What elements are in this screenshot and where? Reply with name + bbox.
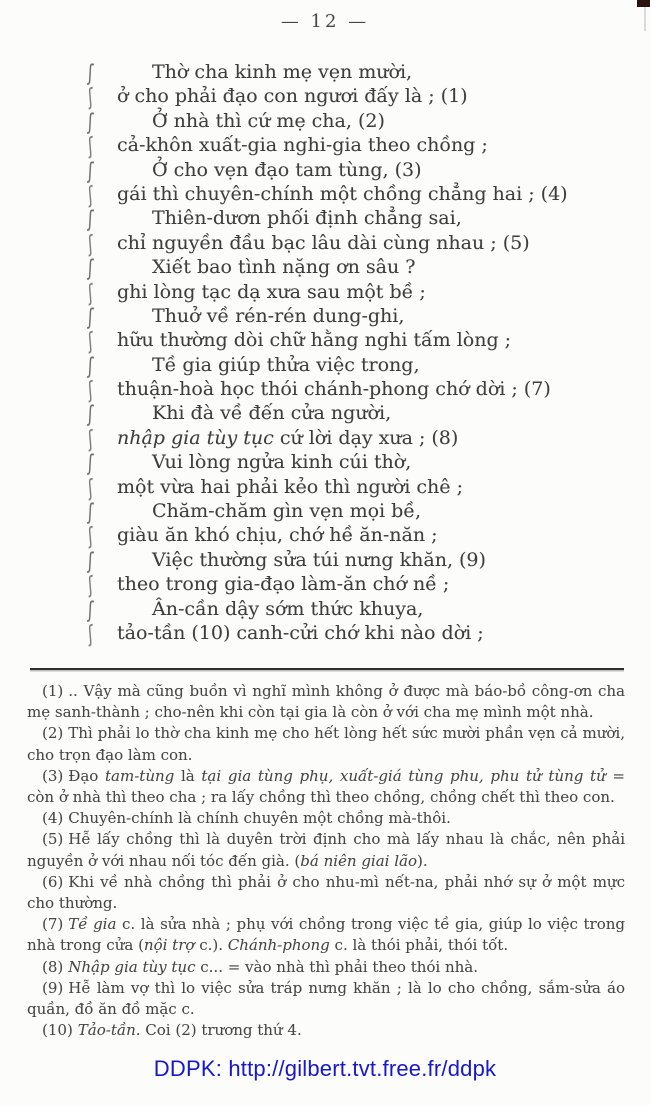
verse-text: một vừa hai phải kẻo thì người chê ;	[117, 475, 463, 498]
verse-text: Ở cho vẹn đạo tam tùng, (3)	[152, 158, 422, 181]
brace-mark: ʃ	[86, 376, 95, 404]
verse-line	[0, 303, 650, 331]
footnote-divider	[30, 668, 624, 670]
footnote-item: (8) Nhập gia tùy tục c... = vào nhà thì phải theo thói nhà.	[42, 957, 479, 976]
footnote-marker: (10)	[42, 1021, 73, 1040]
verse-line	[0, 180, 650, 209]
verse-line	[0, 424, 650, 453]
verse-line	[0, 498, 650, 526]
footnote-marker: (1)	[42, 682, 64, 700]
footnote-item: (3) Đạo tam-tùng là tại gia tùng phụ, xuất-giá tùng phu, phu tử tùng tử = còn ở nhà thì theo cha ; ra lấy chồng thì theo chồng, chồng chết thì theo con.	[27, 766, 625, 807]
footnote-item: (9) Hễ làm vợ thì lo việc sửa tráp nưng khăn ; là lo cho chồng, sắm-sửa áo quần, đồ ăn đồ mặc c.	[27, 978, 625, 1019]
verse-text: Ở nhà thì cứ mẹ cha, (2)	[152, 109, 385, 132]
verse-text: Việc thường sửa túi nưng khăn, (9)	[152, 548, 486, 571]
brace-mark: ʃ	[86, 327, 95, 356]
footnote-marker: (5)	[42, 830, 64, 849]
scan-edge-streak	[644, 7, 646, 31]
footnote-marker: (2)	[42, 724, 64, 743]
footnote-item: (10) Tảo-tần. Coi (2) trương thứ 4.	[42, 1021, 302, 1040]
verse-line	[0, 546, 650, 575]
verse-line	[0, 205, 650, 234]
verse-line	[0, 59, 650, 87]
verse-text: gái thì chuyên-chính một chồng chẳng hai ; (4)	[117, 182, 568, 205]
verse-text: giàu ăn khó chịu, chớ hề ăn-năn ;	[117, 524, 438, 547]
verse-line	[0, 229, 650, 258]
brace-mark: ʃ	[87, 400, 94, 429]
verse-text: Vui lòng ngửa kinh cúi thờ,	[152, 451, 412, 474]
footnotes-section	[27, 681, 625, 1041]
brace-mark: ʃ	[86, 473, 95, 502]
verse-text: hữu thường dòi chữ hằng nghi tấm lòng ;	[117, 329, 512, 352]
verse-line	[0, 132, 650, 160]
brace-mark: ʃ	[87, 546, 94, 575]
verse-line	[0, 83, 650, 112]
verse-text: Xiết bao tình nặng ơn sâu ?	[152, 256, 416, 279]
brace-mark: ʃ	[86, 522, 95, 551]
brace-mark: ʃ	[87, 205, 94, 234]
verse-text: nhập gia tùy tục cứ lời dạy xưa ; (8)	[117, 426, 459, 449]
verse-text: ghi lòng tạc dạ xưa sau một bề ;	[117, 280, 426, 303]
brace-mark: ʃ	[86, 278, 95, 307]
brace-mark: ʃ	[87, 351, 94, 380]
footnote-item: (7) Tề gia c. là sửa nhà ; phụ với chồng trong việc tề gia, giúp lo việc trong nhà trong cửa (nội trợ c.). Chánh-phong c. là thói phải, thói tốt.	[27, 915, 626, 955]
footnote-item: (2) Thì phải lo thờ cha kinh mẹ cho hết lòng hết sức mười phần vẹn cả mười, cho trọn đạo làm con.	[27, 724, 625, 764]
verse-text: chỉ nguyền đầu bạc lâu dài cùng nhau ; (5)	[117, 231, 530, 254]
verse-line	[0, 107, 650, 136]
verse-line	[0, 254, 650, 282]
brace-mark: ʃ	[87, 107, 94, 136]
verse-line	[0, 595, 650, 624]
verse-line	[0, 376, 650, 404]
verse-text: tảo-tần (10) canh-cửi chớ khi nào dời ;	[117, 621, 484, 644]
verse-line	[0, 522, 650, 551]
verse-line	[0, 327, 650, 356]
brace-mark: ʃ	[86, 571, 95, 599]
verse-text: Thiên-dươn phối định chẳng sai,	[152, 207, 462, 230]
verse-line	[0, 473, 650, 502]
verse-text: ở cho phải đạo con ngươi đấy là ; (1)	[117, 85, 468, 108]
verse-line	[0, 449, 650, 477]
verse-text: Chăm-chăm gìn vẹn mọi bề,	[152, 500, 422, 523]
brace-mark: ʃ	[87, 156, 94, 185]
brace-mark: ʃ	[87, 595, 94, 624]
footnote-marker: (8)	[42, 957, 64, 976]
brace-mark: ʃ	[87, 498, 94, 526]
footnote-item: (4) Chuyên-chính là chính chuyên một chồng mà-thôi.	[42, 809, 451, 828]
brace-mark: ʃ	[86, 180, 95, 209]
brace-mark: ʃ	[86, 229, 95, 258]
verse-line	[0, 571, 650, 599]
verse-text: Thờ cha kinh mẹ vẹn mười,	[152, 61, 413, 83]
footnote-item: (5) Hễ lấy chồng thì là duyên trời định cho mà lấy nhau là chắc, nên phải nguyền ở với nhau nối tóc đến già. (bá niên giai lão).	[27, 830, 625, 870]
page-number: — 12 —	[280, 11, 370, 32]
footnote-marker: (3)	[42, 766, 64, 785]
footnote-marker: (6)	[42, 872, 64, 891]
footnote-item: (6) Khi về nhà chồng thì phải ở cho nhu-mì nết-na, phải nhớ sự ở một mực cho thường.	[27, 872, 625, 913]
verse-line	[0, 278, 650, 307]
brace-mark: ʃ	[86, 83, 95, 112]
footnote-marker: (9)	[42, 978, 64, 997]
verse-text: cả-khôn xuất-gia nghi-gia theo chồng ;	[117, 134, 488, 157]
brace-mark: ʃ	[87, 303, 94, 331]
verse-text: Ân-cần dậy sớm thức khuya,	[152, 597, 424, 620]
verse-line	[0, 400, 650, 429]
verse-text: Thuở về rén-rén dung-ghi,	[152, 304, 405, 327]
verse-text: Tề gia giúp thửa việc trong,	[152, 353, 420, 376]
verse-line	[0, 156, 650, 185]
verse-text: theo trong gia-đạo làm-ăn chớ nề ;	[117, 573, 450, 596]
brace-mark: ʃ	[86, 620, 95, 648]
verse-line	[0, 351, 650, 380]
caption-url: DDPK: http://gilbert.tvt.free.fr/ddpk	[153, 1056, 497, 1081]
brace-mark: ʃ	[87, 59, 94, 87]
footnote-marker: (7)	[42, 915, 64, 934]
brace-mark: ʃ	[86, 132, 95, 160]
brace-mark: ʃ	[87, 449, 94, 477]
verse-line	[0, 620, 650, 648]
brace-mark: ʃ	[86, 424, 95, 453]
brace-mark: ʃ	[87, 254, 94, 282]
verse-text: thuận-hoà học thói chánh-phong chớ dời ; (7)	[117, 378, 551, 401]
scan-edge-mark	[637, 0, 650, 7]
footnote-marker: (4)	[42, 809, 64, 828]
verse-text: Khi đà về đến cửa người,	[152, 402, 392, 425]
verse-section	[0, 59, 650, 648]
footnote-item: (1) .. Vậy mà cũng buồn vì nghĩ mình không ở được mà báo-bồ công-ơn cha mẹ sanh-thành ; cho-nên khi còn tại gia là còn ở với cha mẹ mình một nhà.	[27, 682, 625, 722]
